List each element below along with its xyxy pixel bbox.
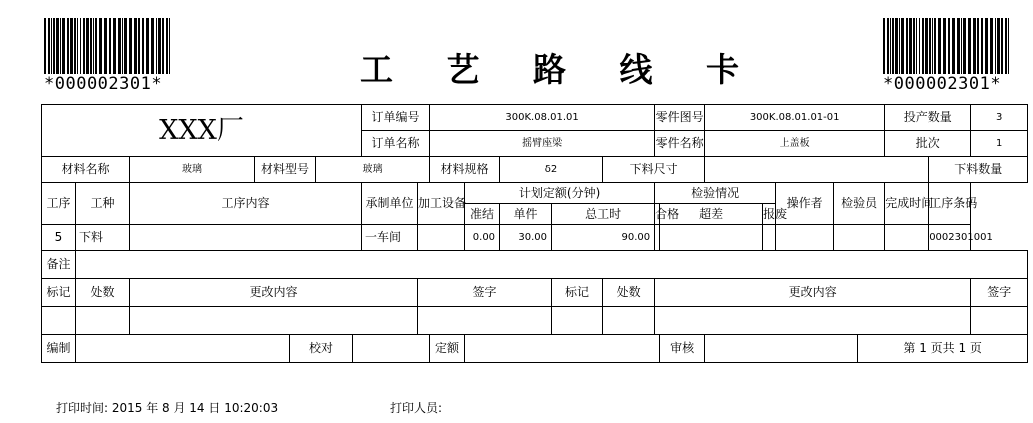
barcode-bars-right [883,18,1009,74]
row-operator [776,225,834,251]
remarks-value [76,251,1028,279]
col-seq: 工序 [42,183,76,225]
print-time: 打印时间: 2015 年 8 月 14 日 10:20:03 [56,401,279,415]
col-operator: 操作者 [776,183,834,225]
col-quota: 计划定额(分钟) [465,183,655,204]
part-drawing-label: 零件图号 [655,105,705,131]
material-name-label: 材料名称 [42,157,130,183]
row-inspector [834,225,885,251]
col-pass: 合格 [655,204,660,225]
quantity-value: 3 [971,105,1028,131]
print-person: 打印人员: [390,401,443,415]
col-inspector: 检验员 [834,183,885,225]
change-sign-label-1: 签字 [418,279,552,307]
material-name-value: 玻璃 [130,157,255,183]
change-sign-cell-2 [971,307,1028,335]
material-spec-label: 材料规格 [430,157,500,183]
row-per-piece: 30.00 [500,225,552,251]
order-name-value: 摇臂座梁 [430,131,655,157]
change-content-label-2: 更改内容 [655,279,971,307]
col-finish-time: 完成时间 [885,183,929,225]
quantity-label: 投产数量 [885,105,971,131]
barcode-left [44,18,170,93]
barcode-text-left: *000002301* [44,74,163,94]
change-sign-label-2: 签字 [971,279,1028,307]
row-barcode: 0002301001 [929,225,971,251]
cut-size-value [705,157,929,183]
barcode-bars-left [44,18,170,74]
material-spec-value: δ2 [500,157,603,183]
col-inspection: 检验情况 [655,183,776,204]
col-tolerance: 超差 [660,204,763,225]
col-prep: 准结 [465,204,500,225]
row-scrap [763,225,776,251]
routing-card-table [41,104,1028,363]
row-content [130,225,362,251]
batch-value: 1 [971,131,1028,157]
change-mark-label-2: 标记 [552,279,603,307]
table-row [42,225,1028,251]
material-type-label: 材料型号 [255,157,316,183]
col-equipment: 加工设备 [418,183,465,225]
material-type-value: 玻璃 [316,157,430,183]
change-mark-cell-1 [42,307,76,335]
col-unit: 承制单位 [362,183,418,225]
change-content-cell-1 [130,307,418,335]
row-prep: 0.00 [465,225,500,251]
quota-label: 定额 [430,335,465,363]
row-tolerance [660,225,763,251]
change-place-label-2: 处数 [603,279,655,307]
change-place-label-1: 处数 [76,279,130,307]
change-mark-cell-2 [552,307,603,335]
col-content: 工序内容 [130,183,362,225]
change-place-cell-2 [603,307,655,335]
row-equipment [418,225,465,251]
compile-value [76,335,290,363]
part-name-value: 上盖板 [705,131,885,157]
order-no-value: 300K.08.01.01 [430,105,655,131]
part-drawing-value: 300K.08.01.01-01 [705,105,885,131]
review-label: 审核 [660,335,705,363]
change-content-label-1: 更改内容 [130,279,418,307]
factory-name: XXX厂 [42,105,362,157]
row-trade: 下料 [76,225,130,251]
barcode-right [883,18,1009,93]
check-label: 校对 [290,335,353,363]
check-value [353,335,430,363]
row-unit: 一车间 [362,225,418,251]
cut-qty-label: 下料数量 [929,157,1028,183]
change-content-cell-2 [655,307,971,335]
review-value [705,335,858,363]
quota-value [465,335,660,363]
row-total: 90.00 [552,225,655,251]
change-sign-cell-1 [418,307,552,335]
cut-size-label: 下料尺寸 [603,157,705,183]
batch-label: 批次 [885,131,971,157]
page-info: 第 1 页共 1 页 [858,335,1028,363]
remarks-label: 备注 [42,251,76,279]
change-mark-label-1: 标记 [42,279,76,307]
order-name-label: 订单名称 [362,131,430,157]
col-per-piece: 单件 [500,204,552,225]
col-barcode: 工序条码 [929,183,971,225]
compile-label: 编制 [42,335,76,363]
part-name-label: 零件名称 [655,131,705,157]
change-place-cell-1 [76,307,130,335]
col-total: 总工时 [552,204,655,225]
page-title: 工 艺 路 线 卡 [360,50,760,89]
order-no-label: 订单编号 [362,105,430,131]
row-seq: 5 [42,225,76,251]
barcode-text-right: *000002301* [883,74,1002,94]
row-finish-time [885,225,929,251]
col-scrap: 报废 [763,204,776,225]
col-trade: 工种 [76,183,130,225]
